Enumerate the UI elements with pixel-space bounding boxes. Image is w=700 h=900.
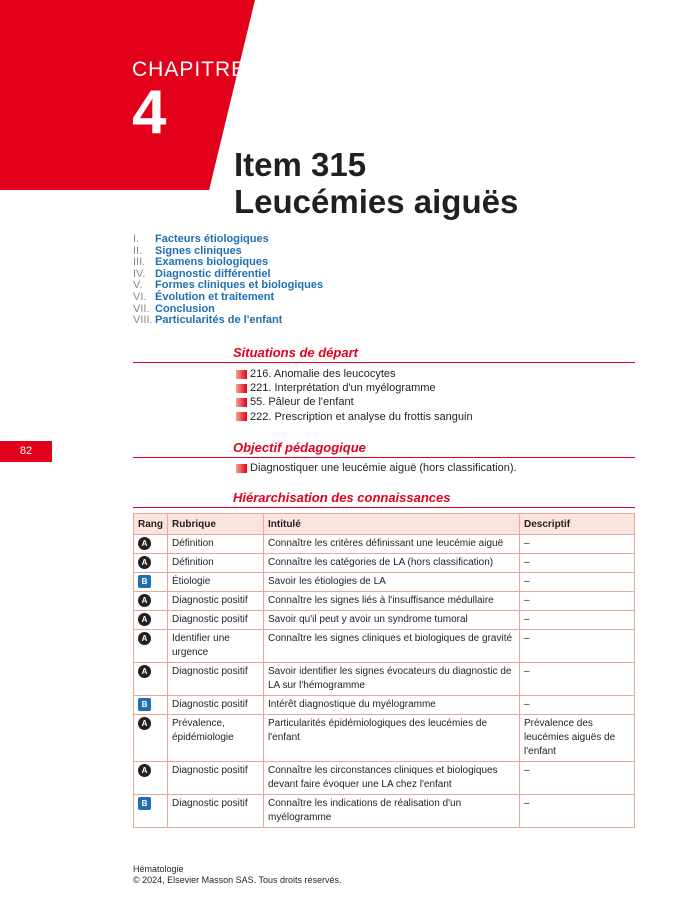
- toc-number: II.: [133, 244, 143, 257]
- toc-link[interactable]: Particularités de l'enfant: [155, 314, 283, 327]
- toc-item[interactable]: [133, 315, 323, 327]
- table-of-contents: [133, 234, 323, 327]
- rank-a-badge-icon: A: [138, 594, 151, 607]
- table-row: [134, 535, 635, 554]
- hierarchy-heading: Hiérarchisation des connaissances: [233, 490, 451, 505]
- toc-link[interactable]: Formes cliniques et biologiques: [155, 279, 324, 292]
- list-item: [236, 381, 473, 395]
- footer-book-title: Hématologie: [133, 864, 184, 874]
- page-title: [234, 146, 518, 220]
- table-row: [134, 762, 635, 795]
- rang-cell: [134, 663, 168, 696]
- descriptif-cell: –: [520, 663, 635, 696]
- intitule-cell: Savoir les étiologies de LA: [264, 573, 520, 592]
- chapter-label: CHAPITRE: [132, 58, 247, 81]
- table-row: [134, 611, 635, 630]
- section-divider: [133, 362, 635, 363]
- descriptif-cell: –: [520, 611, 635, 630]
- toc-link[interactable]: Examens biologiques: [155, 256, 269, 269]
- intitule-cell: Connaître les catégories de LA (hors classification): [264, 554, 520, 573]
- rang-cell: [134, 592, 168, 611]
- section-divider: [133, 457, 635, 458]
- intitule-cell: Connaître les indications de réalisation d'un myélogramme: [264, 795, 520, 828]
- title-line-1: Item 315: [234, 146, 367, 183]
- header-intitule: Intitulé: [264, 514, 520, 535]
- rang-cell: [134, 630, 168, 663]
- table-row: [134, 696, 635, 715]
- rang-cell: [134, 573, 168, 592]
- list-item-text: 55. Pâleur de l'enfant: [250, 396, 354, 409]
- list-item: [236, 410, 473, 424]
- list-item-text: Diagnostiquer une leucémie aiguë (hors classification).: [250, 462, 517, 474]
- rubrique-cell: Définition: [168, 554, 264, 573]
- table-row: [134, 573, 635, 592]
- header-rang: Rang: [134, 514, 168, 535]
- rang-cell: [134, 696, 168, 715]
- table-row: [134, 715, 635, 762]
- intitule-cell: Savoir qu'il peut y avoir un syndrome tumoral: [264, 611, 520, 630]
- list-item: [236, 367, 473, 381]
- header-descriptif: Descriptif: [520, 514, 635, 535]
- rank-a-badge-icon: A: [138, 632, 151, 645]
- list-item-text: 221. Interprétation d'un myélogramme: [250, 382, 436, 395]
- toc-link[interactable]: Diagnostic différentiel: [155, 267, 271, 280]
- table-row: [134, 630, 635, 663]
- descriptif-cell: –: [520, 535, 635, 554]
- toc-item[interactable]: [133, 292, 323, 304]
- descriptif-cell: –: [520, 795, 635, 828]
- toc-link[interactable]: Évolution et traitement: [155, 290, 275, 303]
- rubrique-cell: Diagnostic positif: [168, 592, 264, 611]
- objectif-heading: Objectif pédagogique: [233, 440, 366, 455]
- rubrique-cell: Identifier une urgence: [168, 630, 264, 663]
- rubrique-cell: Diagnostic positif: [168, 762, 264, 795]
- list-item-text: 216. Anomalie des leucocytes: [250, 368, 396, 380]
- toc-number: VII.: [133, 302, 150, 315]
- toc-number: III.: [133, 256, 146, 269]
- page-number: 82: [0, 441, 52, 462]
- section-divider: [133, 507, 635, 508]
- rubrique-cell: Diagnostic positif: [168, 795, 264, 828]
- rank-a-badge-icon: A: [138, 764, 151, 777]
- intitule-cell: Intérêt diagnostique du myélogramme: [264, 696, 520, 715]
- rang-cell: [134, 715, 168, 762]
- rank-a-badge-icon: A: [138, 537, 151, 550]
- rank-a-badge-icon: A: [138, 717, 151, 730]
- chapter-number: 4: [132, 78, 167, 147]
- toc-link[interactable]: Conclusion: [155, 302, 215, 315]
- rank-a-badge-icon: A: [138, 665, 151, 678]
- objectif-list: [236, 461, 517, 475]
- rank-b-badge-icon: B: [138, 797, 151, 810]
- toc-number: I.: [133, 233, 140, 245]
- rang-cell: [134, 611, 168, 630]
- rang-cell: [134, 535, 168, 554]
- descriptif-cell: –: [520, 592, 635, 611]
- intitule-cell: Connaître les circonstances cliniques et biologiques devant faire évoquer une LA chez l'enfant: [264, 762, 520, 795]
- rang-cell: [134, 554, 168, 573]
- situations-heading: Situations de départ: [233, 345, 358, 360]
- intitule-cell: Connaître les signes cliniques et biologiques de gravité: [264, 630, 520, 663]
- rank-a-badge-icon: A: [138, 556, 151, 569]
- toc-number: VI.: [133, 290, 147, 303]
- footer-copyright: © 2024, Elsevier Masson SAS. Tous droits réservés.: [133, 875, 342, 885]
- toc-number: IV.: [133, 267, 146, 280]
- rubrique-cell: Définition: [168, 535, 264, 554]
- descriptif-cell: Prévalence des leucémies aiguës de l'enfant: [520, 715, 635, 762]
- bullet-square-icon: [236, 370, 247, 379]
- toc-link[interactable]: Signes cliniques: [155, 244, 242, 257]
- situations-list: [236, 367, 473, 424]
- descriptif-cell: –: [520, 630, 635, 663]
- rank-b-badge-icon: B: [138, 698, 151, 711]
- page-footer: [133, 864, 342, 886]
- table-row: [134, 592, 635, 611]
- table-row: [134, 795, 635, 828]
- list-item: [236, 461, 517, 475]
- toc-item[interactable]: [133, 234, 323, 246]
- rubrique-cell: Diagnostic positif: [168, 663, 264, 696]
- toc-link[interactable]: Facteurs étiologiques: [155, 233, 269, 245]
- rank-b-badge-icon: B: [138, 575, 151, 588]
- descriptif-cell: –: [520, 696, 635, 715]
- bullet-square-icon: [236, 398, 247, 407]
- bullet-square-icon: [236, 464, 247, 473]
- intitule-cell: Connaître les critères définissant une leucémie aiguë: [264, 535, 520, 554]
- toc-number: V.: [133, 279, 143, 292]
- table-row: [134, 663, 635, 696]
- hierarchy-table: [133, 513, 635, 828]
- rang-cell: [134, 795, 168, 828]
- descriptif-cell: –: [520, 554, 635, 573]
- intitule-cell: Connaître les signes liés à l'insuffisance médullaire: [264, 592, 520, 611]
- rubrique-cell: Diagnostic positif: [168, 696, 264, 715]
- toc-number: VIII.: [133, 314, 153, 327]
- table-row: [134, 554, 635, 573]
- table-header-row: [134, 514, 635, 535]
- list-item: [236, 395, 473, 409]
- descriptif-cell: –: [520, 762, 635, 795]
- rubrique-cell: Étiologie: [168, 573, 264, 592]
- bullet-square-icon: [236, 384, 247, 393]
- rank-a-badge-icon: A: [138, 613, 151, 626]
- rubrique-cell: Diagnostic positif: [168, 611, 264, 630]
- intitule-cell: Particularités épidémiologiques des leucémies de l'enfant: [264, 715, 520, 762]
- list-item-text: 222. Prescription et analyse du frottis sanguin: [250, 410, 473, 423]
- intitule-cell: Savoir identifier les signes évocateurs du diagnostic de LA sur l'hémogramme: [264, 663, 520, 696]
- title-line-2: Leucémies aiguës: [234, 183, 519, 220]
- rang-cell: [134, 762, 168, 795]
- descriptif-cell: –: [520, 573, 635, 592]
- header-rubrique: Rubrique: [168, 514, 264, 535]
- chapter-banner: [0, 0, 255, 190]
- bullet-square-icon: [236, 412, 247, 421]
- rubrique-cell: Prévalence, épidémiologie: [168, 715, 264, 762]
